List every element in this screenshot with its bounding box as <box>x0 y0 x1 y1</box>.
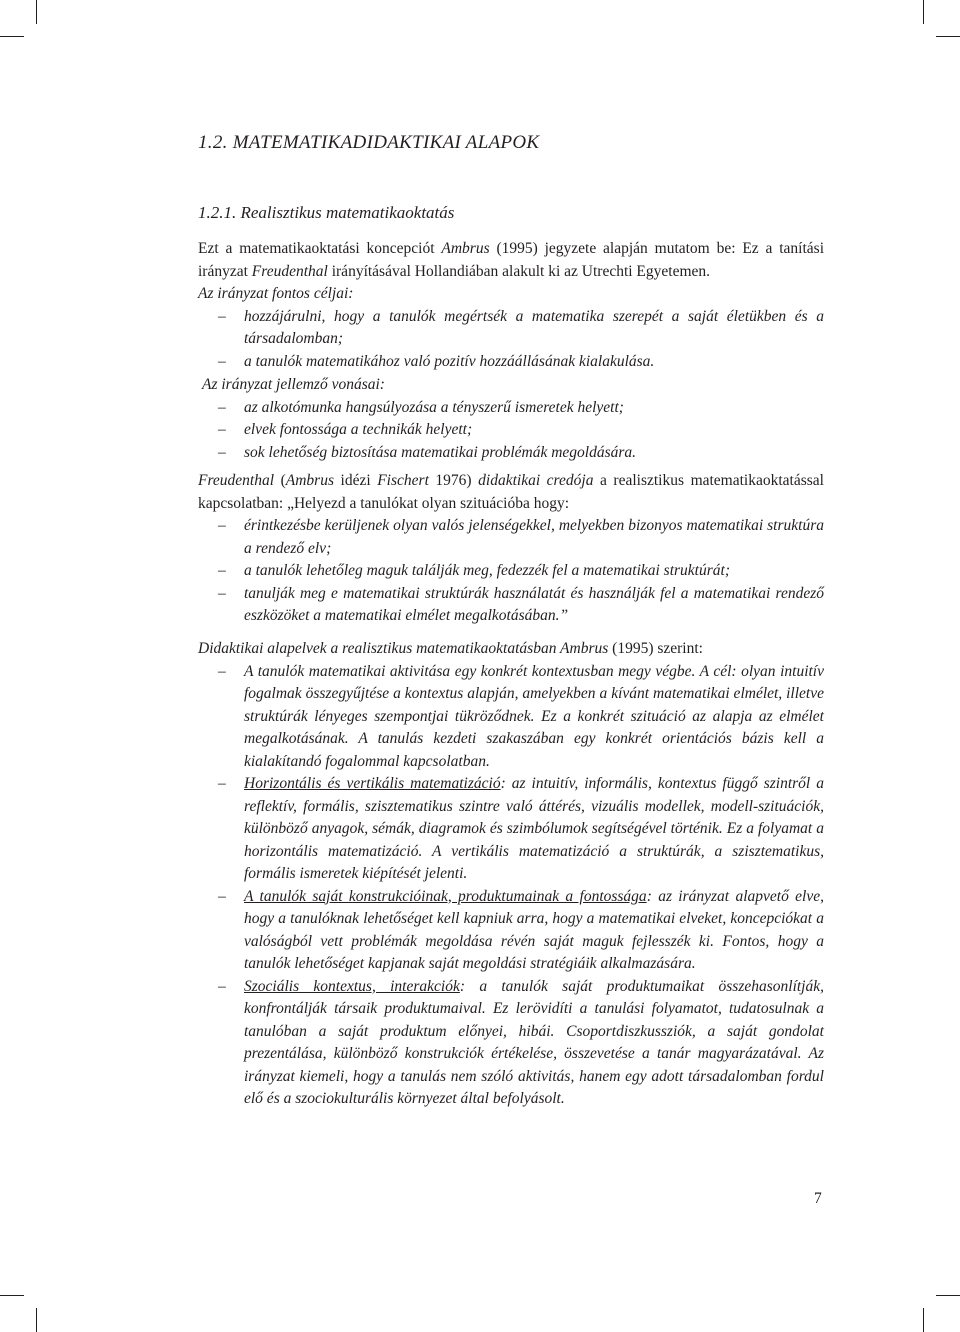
principles-title-text: Didaktikai alapelvek a realisztikus matematikaoktatásban <box>198 640 561 657</box>
author-ambrus: Ambrus <box>560 640 609 657</box>
dash-bullet: – <box>218 352 226 370</box>
crop-mark-top-left-v <box>36 0 37 24</box>
crop-mark-bottom-left-h <box>0 1295 24 1296</box>
author-ambrus: Ambrus <box>285 472 334 489</box>
intro-paragraph <box>198 238 824 283</box>
dash-bullet: – <box>218 421 226 438</box>
section-heading: 1.2. MATEMATIKADIDAKTIKAI ALAPOK <box>198 132 540 153</box>
credo-term: didaktikai credója <box>478 472 594 489</box>
credo-text-1: ( <box>274 472 286 489</box>
principles-title-tail: (1995) szerint: <box>608 640 703 657</box>
credo-text-3: 1976) <box>428 472 479 489</box>
credo-text-4: a realisztikus matematikaoktatással kapcsolatban: „Helyezd a tanulókat olyan szituációba hogy: <box>198 472 824 512</box>
principle-text: : a tanulók saját produktumaikat összehasonlítják, konfrontálják társaik produktumaival. Ez lerövidíti a tanulási folyamatot, tudatosulnak a tanulóban a saját produktum előnyei, hibái. Csoportdiszkussziók, a saját gondolat prezentálása, különböző konstrukciók értékelése, összevetése a tanár magyarázatával. Az irányzat kiemeli, hogy a tanulás nem szóló aktivitás, hanem egy adott társadalomban fordul elő és a szociokulturális környezet által befolyásolt. <box>244 977 824 1107</box>
features-title: Az irányzat jellemző vonásai: <box>202 376 385 393</box>
dash-bullet: – <box>218 977 226 995</box>
list-item <box>198 351 824 374</box>
author-freudenthal: Freudenthal <box>251 262 328 280</box>
subsection-heading: 1.2.1. Realisztikus matematikaoktatás <box>198 203 455 222</box>
dash-bullet: – <box>218 307 226 325</box>
principle-text: : az intuitív, informális, kontextus függő szintről a reflektív, formális, szisztematikus szintre való áttérés, vizuális modellek, modell-szituációk, különböző anyagok, sémák, diagramok és szimbólumok segítségével történik. Ez a folyamat a horizontális matematizáció. A vertikális matematizáció a struktúrák, a szisztematikus, formális ismeretek kiépítését jelenti. <box>244 775 825 882</box>
credo-list <box>198 515 824 628</box>
principle-heading: Horizontális és vertikális matematizáció <box>244 775 501 792</box>
dash-bullet: – <box>218 662 226 680</box>
intro-text-2: (1995) jegyzete alapján mutatom be: Ez a tanítási irányzat <box>198 240 824 280</box>
goals-list <box>198 306 824 374</box>
feature-text: elvek fontossága a technikák helyett; <box>244 421 473 438</box>
principle-text: : az irányzat alapvető elve, hogy a tanulóknak lehetőséget kell kapniuk arra, hogy a matematikai elveket, koncepciókat a valóságból vett problémák megoldása révén saját maguk fejlesszék ki. Fontos, hogy a tanulók lehetőséget kapjanak saját megoldási stratégiáik alkalmazására. <box>244 887 824 972</box>
author-ambrus: Ambrus <box>441 240 490 257</box>
crop-mark-top-left-h <box>0 36 24 37</box>
features-section <box>198 374 824 464</box>
crop-mark-bottom-right-v <box>923 1308 924 1332</box>
crop-mark-bottom-left-v <box>36 1308 37 1332</box>
credo-section <box>198 470 824 628</box>
feature-text: az alkotómunka hangsúlyozása a tényszerű ismeretek helyett; <box>244 398 624 416</box>
dash-bullet: – <box>218 775 226 792</box>
intro-text-3: irányításával Hollandiában alakult ki az Utrechti Egyetemen. <box>327 262 711 280</box>
credo-item-text: érintkezésbe kerüljenek olyan valós jelenségekkel, melyekben bizonyos matematikai struktúra a rendező elv; <box>244 517 824 557</box>
principle-heading: Szociális kontextus, interakciók <box>244 977 460 995</box>
dash-bullet: – <box>218 443 226 461</box>
goals-title: Az irányzat fontos céljai: <box>198 285 354 302</box>
list-item <box>198 306 824 351</box>
list-item <box>198 442 824 465</box>
list-item <box>198 886 824 976</box>
principle-text: A tanulók matematikai aktivitása egy konkrét kontextusban megy végbe. A cél: olyan intuitív fogalmak összegyűjtése a kontextus alapján, amelyekben a kívánt matematikai elmélet, illetve struktúrák lényeges szempontjai tükröződnek. Ez a konkrét szituáció az alapja az elmélet megalkotásának. A tanulás kezdeti szakaszában egy konkrét orientációs bázis kell a kialakítandó fogalommal kapcsolatban. <box>244 662 824 770</box>
dash-bullet: – <box>218 887 226 905</box>
list-item <box>198 583 824 628</box>
dash-bullet: – <box>218 584 226 602</box>
author-fischert: Fischert <box>377 472 429 489</box>
list-item <box>198 773 824 886</box>
credo-item-text: a tanulók lehetőleg maguk találják meg, fedezzék fel a matematikai struktúrát; <box>244 562 730 579</box>
list-item <box>198 397 824 420</box>
credo-item-text: tanulják meg e matematikai struktúrák használatát és használják fel a matematikai rendező eszközöket a matematikai elmélet megalkotásában.” <box>244 584 824 624</box>
principles-section <box>198 638 824 1111</box>
crop-mark-top-right-h <box>936 36 960 37</box>
principle-heading: A tanulók saját konstrukcióinak, produktumainak a fontossága <box>244 887 647 905</box>
principles-title <box>198 638 824 661</box>
author-freudenthal: Freudenthal <box>198 472 275 489</box>
intro-text-1: Ezt a matematikaoktatási koncepciót <box>198 240 442 257</box>
goal-text: a tanulók matematikához való pozitív hozzáállásának kialakulása. <box>244 352 655 370</box>
page-number: 7 <box>814 1190 822 1207</box>
list-item <box>198 515 824 560</box>
credo-paragraph <box>198 470 824 515</box>
dash-bullet: – <box>218 398 226 416</box>
crop-mark-top-right-v <box>923 0 924 24</box>
crop-mark-bottom-right-h <box>936 1295 960 1296</box>
list-item <box>198 560 824 583</box>
feature-text: sok lehetőség biztosítása matematikai problémák megoldására. <box>244 443 637 461</box>
list-item <box>198 661 824 774</box>
dash-bullet: – <box>218 562 226 579</box>
principles-list <box>198 661 824 1111</box>
credo-text-2: idézi <box>334 472 378 489</box>
goal-text: hozzájárulni, hogy a tanulók megértsék a matematika szerepét a saját életükben és a társadalomban; <box>244 307 824 347</box>
dash-bullet: – <box>218 517 226 534</box>
features-list <box>198 397 824 465</box>
list-item <box>198 419 824 442</box>
list-item <box>198 976 824 1111</box>
intro-section <box>198 238 824 373</box>
